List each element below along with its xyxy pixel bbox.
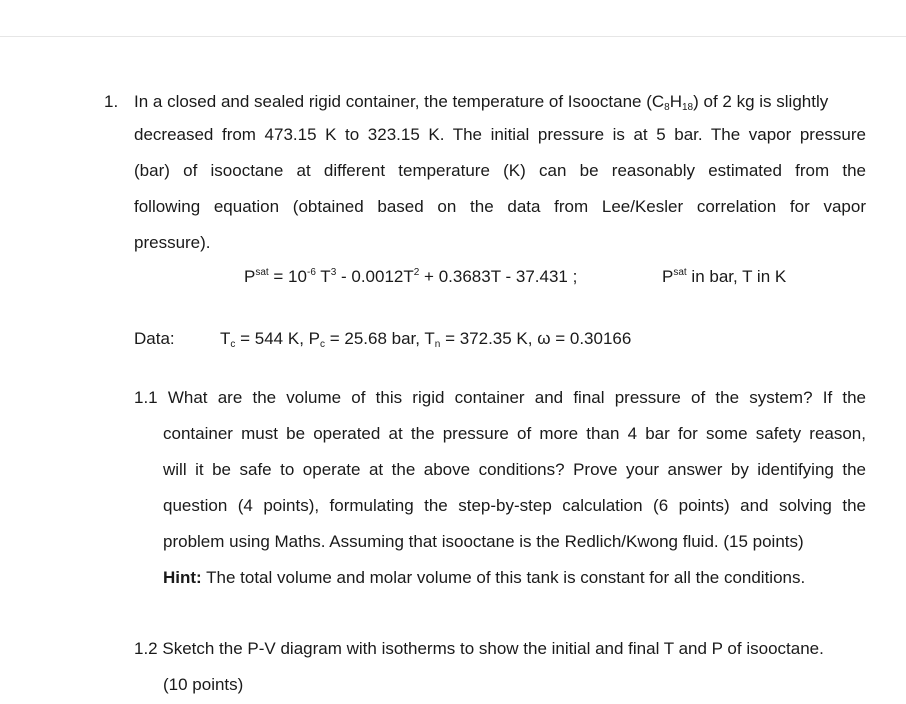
question-1-2-line-1: 1.2 Sketch the P-V diagram with isotherms to show the initial and final T and P of isooctane. <box>134 639 824 658</box>
question-1-1-line-2: container must be operated at the pressure of more than 4 bar for some safety reason, <box>163 424 866 443</box>
question-1-1-line-1: 1.1 What are the volume of this rigid container and final pressure of the system? If the <box>134 388 866 407</box>
vapor-pressure-equation: $P^{sat} = 10^{-6}$ $T^3 - 0.0012T^2 + 0.3683T - 37.431$ ; <box>244 267 578 286</box>
question-1-line-1: In a closed and sealed rigid container, the temperature of Isooctane $(C_8H_{18})$ of 2 kg is slightly <box>134 92 829 113</box>
question-1-2-line-2: (10 points) <box>163 675 244 694</box>
question-1-1-line-3: will it be safe to operate at the above conditions? Prove your answer by identifying the <box>163 460 866 479</box>
question-1-line-5: pressure). <box>134 233 211 252</box>
data-values: $T_c = 544$ K, $P_c = 25.68$ bar, $T_n = 372.35$ K, ω = 0.30166 <box>220 329 632 350</box>
equation-units: $P^{sat}$ in bar, T in K <box>662 267 787 286</box>
hint-line <box>163 567 805 589</box>
hint-text: The total volume and molar volume of this tank is constant for all the conditions. <box>201 568 806 587</box>
question-1-1-line-4: question (4 points), formulating the step-by-step calculation (6 points) and solving the <box>163 496 866 515</box>
question-1-line-3: (bar) of isooctane at different temperature (K) can be reasonably estimated from the <box>134 161 866 180</box>
question-1-line-4: following equation (obtained based on the data from Lee/Kesler correlation for vapor <box>134 197 866 216</box>
question-1-line-2: decreased from 473.15 K to 323.15 K. The initial pressure is at 5 bar. The vapor pressure <box>134 125 866 144</box>
data-label: Data: <box>134 329 175 348</box>
hint-label: Hint: <box>163 568 202 587</box>
question-number: 1. <box>104 92 119 111</box>
question-1-1-line-5: problem using Maths. Assuming that isooctane is the Redlich/Kwong fluid. (15 points) <box>163 532 804 551</box>
